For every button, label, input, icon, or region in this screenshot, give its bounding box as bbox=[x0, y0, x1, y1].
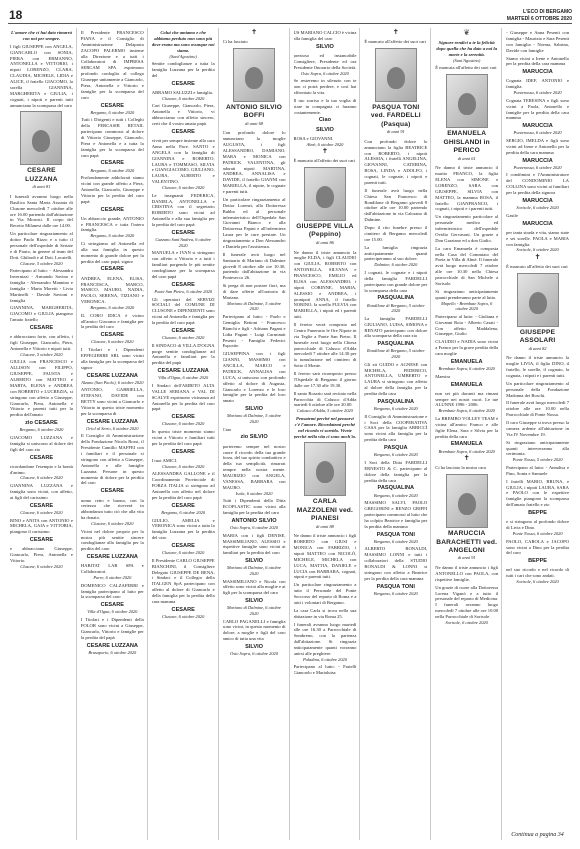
notice-text: Il caro Giuseppe si trova presso la camera ardente all'abitazione in Via IV Novembre 19. bbox=[506, 420, 569, 437]
deceased-first-name: CESARE LUZZANA bbox=[157, 368, 209, 375]
notice-text: Ci ha lasciato bbox=[222, 38, 248, 44]
deceased-name: GIUSEPPE VILLA (Peppino) bbox=[296, 223, 354, 239]
notice-text: e si stringono al profondo dolore di Livia e Dino. bbox=[506, 519, 569, 531]
deceased-first-name: EMANUELA bbox=[450, 381, 483, 388]
deceased-first-name: CESARE bbox=[171, 448, 195, 455]
place-date: Villa d'Ogna, 6 ottobre 2020 bbox=[158, 375, 209, 381]
notice-text: CLAUDIO e NADIA sono vicini a Franco per la grave perdita della cara moglie bbox=[435, 339, 499, 357]
notice-text: I Titolari e i Dipendenti della FOLOR sono vicini a Giuseppe, Giancarlo, Vittorio e famiglie per la perdita del papà bbox=[80, 617, 144, 640]
place-date: Dalmine, 6 ottobre 2020 bbox=[374, 262, 418, 268]
deceased-first-name: PASQUALINA bbox=[377, 295, 415, 302]
place-date: Clusone, 6 ottobre 2020 bbox=[20, 509, 63, 515]
place-date: Clusone, 6 ottobre 2020 bbox=[162, 613, 205, 619]
place-date: Clusone, 6 ottobre 2020 bbox=[162, 95, 205, 101]
deceased-age: di anni 81 bbox=[32, 184, 51, 190]
portrait-silhouette bbox=[316, 461, 334, 483]
notice-text: Ciao bbox=[222, 426, 232, 432]
deceased-first-name: CESARE bbox=[171, 502, 195, 509]
deceased-first-name: CESARE bbox=[100, 602, 124, 609]
portrait-photo bbox=[375, 48, 417, 102]
place-date: Bergamo, 6 ottobre 2020 bbox=[19, 427, 64, 433]
deceased-first-name: CESARE bbox=[100, 332, 124, 339]
notice-text: È mancata all'affetto dei suoi cari bbox=[435, 65, 497, 71]
memorial-quote: Signore rendici a te la felicità dopo quella che ha dato a noi la morte e la serenità. bbox=[436, 40, 497, 57]
obituary-column bbox=[506, 28, 572, 840]
notice-text: I figli GIUSEPPE con ANGELA, GIANCARLO con SONIA, PIERA con ERMANNO, ANTONELLA e VITTORIO, i nipoti LORENZO, CLARA, CLAUDIA, MICHELE, LIDIA e ALICE, il fratello GIACOMO, la sorella GIANNINA, MARGHERITA e GIULIA, i cognati, i nipoti e parenti tutti annunciano la scomparsa del caro bbox=[10, 43, 73, 108]
notice-text: I funerali avranno luogo martedì alle ore 16.30 a Parrocchiale di Sombreno, con la partenza dall'abitazione. Si ringrazia anticipatamente quanti vorranno unirsi alle preghiere. bbox=[293, 621, 357, 656]
deceased-age: di anni 91 bbox=[386, 129, 405, 135]
place-date: Ponte San Pietro, 6 ottobre 2020 bbox=[154, 288, 213, 294]
notice-text: per tanta strada e vita, siamo state e sei sorelle. PAOLA e MARIA con famiglia. bbox=[506, 229, 569, 247]
place-date: Clusone, 5 ottobre 2020 bbox=[20, 260, 63, 266]
notice-text: MASSIMILIANO e Nicola con affetto sono vicini alla moglie e ai figli per la scomparsa del caro bbox=[222, 578, 286, 596]
notice-text: Ci ha lasciato la nostra cara bbox=[435, 465, 486, 471]
notice-text: I fratelli MARIO, BRUNA, e GIULIA, i nipoti LAURA, SARA e PAOLO con le rispettive famiglie piangono la scomparsa dell'amato fratello e zio bbox=[506, 478, 569, 508]
cross-icon: ✝ bbox=[251, 28, 257, 36]
portrait-silhouette bbox=[32, 130, 50, 152]
notice-text: Ne danno il triste annuncio i figli ANTONELLO con PAOLA, con rispettive famiglie. bbox=[435, 565, 499, 582]
notice-text: I Titolari e i Dipendenti EFFEGIERRE SRL sono vicini alla famiglia per la scomparsa del signor bbox=[80, 347, 144, 370]
flower-icon: ❦ bbox=[463, 28, 471, 37]
notice-text: È mancato all'affetto dei suoi cari bbox=[293, 158, 356, 164]
notice-text: Ne danno il triste annuncio il marito FRANCO, la figlia ELENA con SIMONE e LORENZO, SARA con GIUSEPPE, SILVIA con MATTEO, la mamma ROSA, il fratello GIANFRANCO, i cognati, i nipoti e i parenti tutti. bbox=[435, 165, 499, 212]
place-date: Clusone, 6 ottobre 2020 bbox=[91, 521, 134, 526]
notice-text: ANDREA, ELENA, ELISA, FRANCESCA, MARCO, MARCO, MAURO, NADIA, PAOLO, SERENA, TIZIANO e VERONICA. bbox=[80, 275, 144, 305]
notice-text: CARLO PAGANELLI e famiglia sono vicini, in questo momento di dolore, a moglie e figli del caro amico di tutta una vita bbox=[222, 618, 286, 642]
notice-text: Tutti i Dirigenti e tutti i Colleghi della FERCASIR RETAIL partecipano commossi al dolore di Vittorio Giuseppe, Giancarlo, Piera e Antonella e a tutta la famiglia per la scomparsa del caro papà bbox=[80, 117, 144, 158]
notice-text: Cognata IDEF, ANTONIO e famiglia. bbox=[506, 78, 569, 90]
notice-text: Cognata TERESINA e figli sono vicini a Paola, Antonello e famiglie per la perdita della cara mamma bbox=[506, 97, 569, 121]
portrait-silhouette bbox=[245, 67, 263, 89]
deceased-first-name: CESARE LUZZANA bbox=[86, 418, 138, 425]
place-date: Clusone, 6 ottobre 2020 bbox=[91, 339, 134, 345]
deceased-first-name: EMANUELA bbox=[450, 358, 483, 365]
notice-text: GIUSEPPINA con i figli GIANNI, MASSIMO con ANCILLA, MARCO e PATRICK, ANNALISA con LUCA, si uniscono con profondo affetto al dolore di Augusta, Giancarlo e Lorenzo e le loro famiglie per la perdita del loro amato bbox=[222, 351, 286, 404]
cross-icon: ✝ bbox=[392, 28, 399, 36]
continued-note: Continua a pagina 34 bbox=[511, 832, 564, 839]
notice-text: È mancato all'affetto dei suoi cari bbox=[506, 263, 568, 269]
notice-text: Le insegnanti FEDERICA, DANIELA, ANTONELLA e CRISTINA con il segretario ROBERTO sono vicini ad Antonella e alla sua famiglia per la perdita del caro papà bbox=[151, 192, 215, 228]
deceased-first-name: MARUCCIA bbox=[522, 123, 553, 130]
obituary-column bbox=[223, 28, 290, 840]
deceased-age: di anni 88 bbox=[316, 523, 334, 529]
memorial-quote: Colui che amiamo e che abbiamo perduto non sono più dove erano ma sono ovunque noi siamo. bbox=[151, 30, 215, 53]
publication-name: L'ECO DI BERGAMO bbox=[523, 9, 572, 15]
publication-date: MARTEDÌ 6 OTTOBRE 2020 bbox=[506, 15, 572, 22]
place-date: Clusone, 6 ottobre 2020 bbox=[162, 335, 205, 341]
notice-text: Il Presidente CARLO GIUSEPPE BIANCHINI, il Consigliere Delegato GIUSEPPE DE BENA, i Sindaci e il Collegio della ITALGEN SpA partecipano con affetto al dolore di Giancarlo e della famiglia per la perdita della cara mamma bbox=[151, 557, 215, 604]
place-date: Bergamo, 6 ottobre 2020 bbox=[373, 406, 418, 412]
deceased-first-name: PASQUALINA bbox=[377, 341, 415, 348]
place-date: Calusco d'Adda, 5 ottobre 2020 bbox=[297, 408, 353, 414]
notice-text: In questo triste momento siamo vicini a Vittorio e familiari tutti per la perdita del caro papà bbox=[151, 429, 215, 446]
notice-text: Profondamente addolorati siamo vicini con grande affetto a Piera, Antonella, Giancarlo, Giuseppe e Vittorio per la perdita del caro papà bbox=[80, 175, 144, 204]
deceased-first-name: MARUCCIA bbox=[522, 69, 553, 76]
memorial-quote: Pensatemi perché nel pensarvi c'è l'amore. Ricordatemi perché nel ricordo vi sorrido. Vivete perché nella vita ci sono anch'io. bbox=[293, 415, 357, 439]
notice-text: MARIA con i figli DENISE, MASSIMILIANO, ALESSIO e rispettive famiglie sono vicini ai familiari per la perdita del caro bbox=[222, 532, 286, 556]
place-date: Brembate Sopra, 6 ottobre 2020 bbox=[438, 448, 495, 454]
notice-text: Vicini nel dolore proprio per la nostra più sentite sincere condoglianze alla famiglia per la perdita del caro bbox=[80, 528, 144, 552]
deceased-first-name: CESARE LUZZANA bbox=[86, 642, 138, 649]
notice-text: La cara Emanuela è composta nella Casa del Commiato del Poeta in Villa di Almè. Il funerale avrà luogo mercoledì 7 ottobre alle ore 10.30 nella Chiesa parrocchiale di San Michele a Sorisole. bbox=[435, 245, 499, 286]
portrait-photo bbox=[233, 48, 275, 102]
portrait-photo bbox=[20, 111, 62, 165]
obituary-column bbox=[81, 28, 148, 840]
notice-text: Cari Giuseppe, Giancarlo, Piera, Antonella e Vittorio, vi abbracciamo con affetto sincero, certi che il vostro amato papà bbox=[151, 103, 215, 127]
place-date: Almè, 6 ottobre 2020 bbox=[306, 141, 344, 147]
place-date: Ponte Nossa, 6 ottobre 2020 bbox=[512, 531, 563, 537]
deceased-first-name: MARUCCIA bbox=[522, 220, 553, 227]
notice-text: porteremo sempre nel nostro cuore il ricordo della tua grande forza, del tuo spirito combattivo e della tua semplicità, rimarrai sempre nella nostra mente. MAURIZIO con ANGELA, VANESSA, BARBARA con MAURO. bbox=[222, 443, 286, 490]
place-date: Sorisole, 6 ottobre 2020 bbox=[516, 579, 559, 585]
place-date: Rondilone di Bergamo, 5 ottobre 2020 bbox=[367, 302, 425, 314]
place-date: Osio Sopra, 6 ottobre 2020 bbox=[230, 651, 278, 657]
deceased-first-name: BEPPE bbox=[528, 510, 548, 517]
notice-text: ricordandone l'esempio e la bontà d'animo. bbox=[10, 463, 73, 475]
deceased-name: GIUSEPPE ASSOLARI bbox=[519, 328, 556, 345]
portrait-photo bbox=[446, 474, 488, 528]
place-date: Osio Sopra, 6 ottobre 2020 bbox=[230, 525, 278, 531]
deceased-first-name: SILVIO bbox=[245, 598, 264, 605]
notice-text: Il Consiglio di Amministrazione e i Soci della COOPERATIVA CASA per la famiglia ABBICCÌ sono vicini alla famiglia per la perdita della cara bbox=[364, 413, 428, 443]
deceased-first-name: PASQUALINA bbox=[377, 485, 415, 492]
notice-text: La BREMBO VOLLEY TEAM è vicina all'amico Franco e alle figlie Elena, Sara e Silvia per la perdita della cara bbox=[435, 415, 499, 439]
place-date: Clusone, 6 ottobre 2020 bbox=[20, 475, 63, 481]
place-date: Rondilone di Bergamo, 5 ottobre 2020 bbox=[367, 348, 425, 360]
notice-text: I condòmini e l'Amministratore del CONDOMINIO LA COLLINA sono vicini ai familiari per la perdita della signora bbox=[506, 172, 569, 196]
notice-text: Con profondo dolore lo annunciano la moglie AUGUSTA, i figli ALESSANDRO, DAMIANO, MARA e MONICA con PATRICK VALENTINA, gli adorati nipoti MARTINA, ANDREA, ANNALISA e DAVIDE, il fratello GIANNI con MARIELLA, il nipote, le cognate e parenti tutti. bbox=[222, 130, 286, 195]
obituary-column bbox=[364, 28, 431, 840]
deceased-first-name: CESARE bbox=[171, 606, 195, 613]
notice-text: prezioso ed instancabile Consigliere, Presidente ed ora Presidente Onorario della Società. bbox=[293, 52, 357, 70]
deceased-first-name: CESARE bbox=[29, 325, 54, 331]
notice-text: Partecipano al lutto: - Fratelli Giancarlo e Marialuisa bbox=[293, 664, 357, 676]
place-date: Brembate Sopra, 6 ottobre 2020 bbox=[438, 366, 495, 372]
notice-text: Un particolare ringraziamento a tutto il Personale del Ponte Soccorso del reparto di Roma e a tutti i volontari di Bergamo. bbox=[293, 582, 357, 605]
deceased-first-name: zio CESARE bbox=[25, 420, 58, 427]
notice-text: Un abbraccio grande, ANTONIO e FRANCESCA e tutta l'intera famiglia. bbox=[80, 215, 144, 233]
notice-text: non sei più davanti ma rimani sempre nei nostri cuori. Le tue ALUNNE 1996 - 2006. bbox=[435, 390, 499, 408]
notice-text: Sentite condoglianze a tutta la famiglia Luzzana per la perdita del bbox=[151, 61, 215, 78]
notice-text: I cognati, le cognate e i nipoti della famiglia FARDELLI partecipano con grande dolore per la scomparsa della cara bbox=[364, 269, 428, 293]
notice-text: - Giuseppe e Anna Pesenti con famiglia - Maurizio e Sara Pesenti con famiglia - Norma, Sabrina, Davide con famiglie bbox=[506, 30, 570, 53]
place-date: Bergamo, 6 ottobre 2020 bbox=[90, 233, 135, 239]
notice-text: GIULIA con FRANCESCO e ALLISON con FILIPPO, GIUSEPPE, FAUSTA e ALBERTO con MATTEO e MARTA, ELENA e ANDREA con ROBERTO e LUCREZIA, si stringono con affetto a Giuseppe, Giancarlo, Piera, Antonella e Vittorio e parenti tutti per la perdita dell'amato bbox=[10, 359, 73, 418]
place-date: (Sant'Agostino) bbox=[453, 57, 481, 63]
portrait-photo bbox=[304, 442, 346, 496]
notice-text: Un ringraziamento particolare al personale medico ed infermieristico dell'ospedale Ovidio Gervasoni. Un grazie a Don Graziano ed a don Giulio. bbox=[435, 214, 499, 243]
notice-text: È mancato all'affetto dei suoi cari bbox=[364, 38, 426, 44]
deceased-age: di anni 86 bbox=[316, 239, 334, 245]
portrait-silhouette bbox=[529, 292, 547, 314]
place-date: Mariano di Dalmine, 5 ottobre 2020 bbox=[227, 413, 282, 424]
notice-text: Il tuo sorriso e la tua voglia di stare in compagnia ci faranno costantemente. bbox=[293, 97, 357, 115]
place-date: Mariano di Dalmine, 6 ottobre 2020 bbox=[227, 565, 282, 576]
obituary-column bbox=[152, 28, 219, 840]
notice-text: Si ringraziano anticipatamente quanti interverranno alla cerimonia. bbox=[506, 439, 569, 457]
deceased-first-name: zio SILVIO bbox=[240, 434, 268, 441]
page-header bbox=[8, 8, 572, 24]
notice-text: GIANNINA LUZZANA e famiglia sono vicini, con affetto, ai figli del carissimo bbox=[10, 483, 73, 500]
deceased-first-name: PASQUA bbox=[384, 445, 408, 452]
place-date: Mariano di Dalmine, 5 ottobre 2020 bbox=[227, 300, 282, 312]
notice-text: US MARIANO CALCIO è vicina alla famiglia del caro bbox=[293, 30, 357, 41]
deceased-first-name: MARUCCIA bbox=[522, 197, 553, 204]
notice-text: Il funerale avrà luogo nel Santuario di Mariano di Dalmine giovedì 8 ottobre alle ore 10.30, partendo dall'abitazione in via Pontesecco 26. bbox=[222, 251, 286, 281]
notice-text: ABRAMO SALUZZI e famiglia. bbox=[151, 89, 213, 95]
portrait-photo bbox=[446, 74, 488, 128]
notice-text: La famiglia FARDELLI GIULIANO, LUISA, SIMONA e RENATO partecipano con dolore alla scomparsa della cara zia bbox=[364, 315, 428, 339]
notice-text: I Soci della Ditta FARDELLI ERNESTO & C. partecipano al dolore della famiglia per la perdita della cara bbox=[364, 459, 428, 483]
notice-text: I Sindaci dell'AMBITO ALTA VALLE SERIANA e VAL DI SCALVE esprimono vicinanza ad Antonella per la perdita del caro papà bbox=[151, 382, 215, 412]
cross-icon: ✝ bbox=[534, 253, 541, 262]
notice-text: GIANNINA, MARGHERITA, GIACOMO e GIULIA piangono l'amato fratello bbox=[10, 305, 73, 323]
notice-text: Gli zii GUIDO e AGNESE con MICHELA, FEDERICO, ANTONELLA, UMBERTO e LAURA si stringono con affetto al dolore della famiglia per la perdita della cara bbox=[364, 361, 428, 397]
deceased-first-name: BEPPE bbox=[528, 558, 548, 565]
notice-text: GIULIO, AMELIA e VERONICA sono vicini a tutta la famiglia Luzzana per la perdita del caro bbox=[151, 517, 215, 541]
deceased-first-name: CESARE bbox=[171, 229, 195, 236]
obituary-column bbox=[294, 28, 361, 840]
notice-text: Ne danno il triste annuncio i figli ROBERTO con GIUSI e MONICA con FABRIZIO, i nipoti MATTEO con NICOLÒ, MICHELE, MICHELA con LUCA, MATTIA, DANIELE e LUCIA con BARBARA, cognati, nipoti e parenti tutti. bbox=[293, 533, 357, 580]
deceased-name: CESARE LUZZANA bbox=[25, 167, 58, 183]
place-date: Bergamo, 6 ottobre 2020 bbox=[90, 109, 135, 115]
place-date: Pontenossa, 6 ottobre 2020 bbox=[513, 164, 562, 170]
notice-text: Maestra bbox=[435, 373, 451, 379]
place-date: Pontenossa, 6 ottobre 2020 bbox=[513, 90, 562, 96]
deceased-first-name: CESARE bbox=[100, 160, 124, 167]
place-date: Paladina, 6 ottobre 2020 bbox=[302, 656, 347, 662]
notice-text: Il santo Rosario sarà recitato nella Parrocchia di Calusco d'Adda martedì 6 ottobre alle ore 20.00. bbox=[293, 390, 357, 408]
notice-text: ALESSANDRA GALLONE e il Coordinamento Provinciale di FORZA ITALIA si stringono ad Antonella con affetto nel dolore per la perdita del caro papà bbox=[151, 471, 215, 500]
place-date: Sorisole, 6 ottobre 2020 bbox=[516, 205, 559, 211]
portrait-silhouette bbox=[458, 493, 476, 515]
place-date: Bergamo, 6 ottobre 2020 bbox=[373, 590, 418, 596]
place-date: Sorisole, 6 ottobre 2020 bbox=[445, 619, 488, 625]
memorial-quote: L'amore che ci hai dato rimarrà con noi per sempre. bbox=[11, 30, 72, 41]
portrait-silhouette bbox=[316, 186, 334, 208]
notice-text: MASSIMO SALVI, PAOLO GREGORINI e RENZO GRIFFI partecipano commossi al lutto che ha colpito Beatrice e famiglia per la perdita della mamma bbox=[364, 500, 428, 529]
notice-text: Il feretro verrà composto nel Centro Funerario le Ore Nipote in via Teglie a Ponte San Pietro. Il funerale avrà luogo nella Chiesa parrocchiale di Calusco d'Adda mercoledì 7 ottobre alle 14.30 per la tumulazione nel cimitero di Sotto il Monte. bbox=[293, 322, 357, 369]
deceased-name: ANTONIO SILVIO BOFFI bbox=[226, 103, 283, 120]
notice-text: Partecipano al lutto: - Paolo e Gemiglia Bettoni - Francesco Bianchi e figli - Adriano Pagani e Lidia Pagani - Luigi Carminati Pesenti - Famiglia Federici Esposito bbox=[222, 314, 286, 349]
deceased-first-name: PASQUA TONI bbox=[376, 583, 415, 590]
place-date: Sorisole, 6 ottobre 2020 bbox=[516, 247, 559, 253]
deceased-first-name: SILVIO bbox=[315, 126, 334, 133]
place-date: Parre, 6 ottobre 2020 bbox=[93, 575, 132, 581]
deceased-first-name: CESARE bbox=[29, 454, 54, 461]
notice-text: La famiglia ringrazia anticipatamente quanti parteciperanno al suo dolore. bbox=[364, 244, 428, 262]
notice-text: I funerali avranno luogo nella Basilica Santa Maria Assunta di Clusone mercoledì 7 ottobre alle ore 16.00 partendo dall'abitazione in Via Morosti. Il corpo del Recetto Milanesi dalle ore 14.00. bbox=[10, 193, 73, 229]
notice-text: Un particolare ringraziamento al dottor Paolo Rizzo e a tutto il personale dell'ospedale di Seriate e di Piario, in genere al team del Dott. Ghilardi e al Dott. Locatelli. bbox=[10, 231, 73, 260]
notice-text: Ne danno il triste annuncio la moglie ELDA, i figli CLAUDIO con GIULIA, ROBERTO con ANTONELLA, SILVANA e FRANCESCO, EMILIO ed ELISA con ALESSANDRO, i nipoti CORINNE, MARIA, ALESSIO e ANDREA, i pronipoti ANNA, il fratello NORINO, la sorella FULVIA con MARIELLA, i nipoti ed i parenti tutti. bbox=[293, 249, 357, 320]
deceased-age: di anni 61 bbox=[457, 155, 476, 161]
notice-text: Un grazie di cuore alla Dottoressa Lorena Viganò e a tutto il personale del reparto di Medicina. I funerali avranno luogo mercoledì 7 ottobre alle ore 10.00 nella Parrocchiale di Sorisole. bbox=[435, 584, 499, 620]
notice-text: SERGIO, IMELDA e figli sono vicini ad Irene e Antonello per la perdita della cara mamma bbox=[506, 138, 569, 155]
place-date: Bergamo, 6 ottobre 2020 bbox=[161, 509, 206, 515]
place-date: (Sant'Agostino) bbox=[169, 53, 197, 59]
deceased-name: CARLA MAZZOLENI ved. PIANESI bbox=[296, 498, 354, 523]
place-date: Bergamo, 6 ottobre 2020 bbox=[90, 305, 135, 310]
notice-text: Si prega di non portare fiori, ma di dare offerte all'oratorio di Mariano. bbox=[222, 283, 286, 300]
place-date: Bergamo, 6 ottobre 2020 bbox=[373, 538, 418, 544]
notice-text: Siamo vicini a Irene e Antonello per la perdita della cara mamma bbox=[506, 55, 569, 67]
notice-text: ALBERTO RONALDI, MASSIMO LONNI e tutti i collaboratori della STUDIO RONALDI & LONNI si stringono con affetto a Beatrice per la perdita della cara mamma bbox=[364, 546, 428, 581]
notice-text: Partecipano al lutto: - Annalisa e Pino, Sonia e Samuele bbox=[506, 464, 569, 476]
deceased-first-name: PASQUA TONI bbox=[376, 531, 415, 538]
portrait-photo bbox=[517, 273, 559, 327]
deceased-age: di anni 82 bbox=[528, 345, 547, 351]
notice-text: Dopo il rito funebre presso il cimitero di Bergamo mercoledì ore 15.00. bbox=[364, 225, 428, 242]
notice-text: Tutti i Dipendenti della Ditta ECOPLASTIC sono vicini alla famiglia per la perdita del caro bbox=[222, 498, 286, 516]
place-date: Bergamo, 6 ottobre 2020 bbox=[373, 452, 418, 458]
deceased-first-name: CESARE bbox=[171, 281, 195, 288]
notice-text: Il funerale avrà luogo mercoledì 7 ottobre alle ore 10.00 nella Parrocchiale di Ponte Nossa. bbox=[506, 400, 569, 418]
notice-text: Ci stringiamo ad Antonella ed alla sua famiglia in questo momento di grande dolore per la perdita del caro papà, signor bbox=[80, 240, 144, 264]
place-date: Oriol al Serio, 6 ottobre 2020 bbox=[86, 425, 139, 431]
notice-text: vivrà per sempre insieme alla cara Anna nella Pace. SANTO e ANGELA con la famiglia di GIANNINA e ROBERTO, LAURA e TOMMASO, SILVIA e GIANGIACOMO, GIULIANO, LAURA, ALBERTO e VALENTINO. bbox=[151, 138, 215, 185]
place-date: Clusone, 6 ottobre 2020 bbox=[20, 563, 63, 569]
deceased-age: di anni 68 bbox=[245, 120, 263, 126]
place-date: Cazzano Sant'Andrea, 6 ottobre 2020 bbox=[155, 237, 212, 248]
deceased-first-name: CESARE bbox=[100, 266, 124, 273]
place-date: Mapello - Brembate Sopra, 6 ottobre 2020 bbox=[441, 300, 493, 312]
deceased-first-name: Ciao bbox=[318, 117, 331, 124]
deceased-first-name: CESARE bbox=[100, 102, 124, 109]
deceased-first-name: CESARE bbox=[171, 327, 195, 334]
deceased-first-name: PASQUALINA bbox=[377, 398, 415, 405]
notice-text: DOMENICO CALZAFERRI e famiglia partecipano al lutto per la scomparsa del caro bbox=[80, 582, 144, 600]
deceased-first-name: MARUCCIA bbox=[522, 157, 553, 164]
notice-text: e abbracciano Giuseppe, Giancarlo, Piera, Antonella e Vittorio. bbox=[10, 546, 73, 564]
place-date: Osio Sopra, 6 ottobre 2020 bbox=[301, 70, 349, 76]
notice-text: La cara Carla si trova nella sua abitazione in via Roma 25. bbox=[293, 607, 357, 619]
deceased-first-name: CESARE bbox=[100, 206, 124, 213]
deceased-first-name: CESARE bbox=[100, 488, 124, 495]
place-date: Brusaporto, 6 ottobre 2020 bbox=[88, 649, 137, 655]
deceased-first-name: SILVIO bbox=[245, 558, 264, 565]
notice-text: Il Presidente FRANCESCO PIANA e il Consiglio di Amministrazione Delapasta ZACOPO PALERMO insieme alla Direzione e a tutti i Collaboratori di IMPRESA SERCAM SPA esprimono profondo cordoglio al collega Giuseppe unitamente a Giancarlo, Piera, Antonella e Vittorio e famiglie per la scomparsa del caro bbox=[80, 30, 144, 100]
obituary-columns bbox=[10, 28, 572, 840]
notice-text: I tuoi AMICI. bbox=[151, 457, 178, 463]
place-date: Mariano di Dalmine, 6 ottobre 2020 bbox=[227, 605, 282, 616]
deceased-first-name: CESARE bbox=[171, 414, 195, 421]
place-date: Isola, 6 ottobre 2020 bbox=[235, 490, 273, 496]
notice-text: nel suo ricordo e nel ricordo di tutti i cari che sono andati. bbox=[506, 567, 569, 579]
deceased-first-name: CESARE LUZZANA bbox=[86, 372, 138, 379]
notice-text: Partecipano al lutto: - Giuliana e Giovanni Rota - Alberto Casati - Con affetto Maddalena, Giuseppe, Giulio bbox=[435, 313, 499, 337]
notice-text: Partecipano al lutto: - Alessandra Invernizzi - Armando Savino e famiglia - Alessandro Mannino e famiglia - Marta Moretti - Livia Martinelli - Davide Savioni e famiglia bbox=[10, 268, 73, 303]
place-date: Clusone, 6 ottobre 2020 bbox=[162, 421, 205, 427]
deceased-name: EMANUELA GHISLANDI in PERICO bbox=[443, 130, 490, 155]
deceased-first-name: CESARE bbox=[171, 80, 195, 87]
place-date: Clusone, 5 ottobre 2020 bbox=[20, 351, 63, 357]
place-date: Ponte Nossa, 5 ottobre 2020 bbox=[512, 457, 563, 463]
notice-text: Un particolare ringraziamento al Dottor Lorenzi, alla Dottoressa Bubba ed al personale infermieristico dell'Ospedale San Giovanni Bianco e alla Dottoressa Papini e all'infermiera Laura per le cure prestate. Un ringraziamento a Don Alessandro e Daniela per l'assistenza. bbox=[222, 196, 286, 249]
page-number: 18 bbox=[9, 8, 23, 22]
deceased-first-name: CESARE bbox=[29, 537, 54, 544]
notice-text: Se resteremo in silenzio con te non ci potrà perdere, e così hai affrontato la vita. bbox=[293, 78, 357, 95]
notice-text: GIACOMO LUZZANA e famiglia si uniscono al dolore dei figli del caro zio bbox=[10, 434, 73, 452]
notice-text: HABITAT LAB SPA e Collaboratori. bbox=[80, 563, 144, 575]
place-date: Bergamo, 6 ottobre 2020 bbox=[90, 167, 135, 173]
notice-text: Si ringraziano anticipatamente quanti prenderanno parte al lutto. bbox=[435, 288, 499, 300]
notice-text: ROSA e GIOVANNI. bbox=[293, 135, 334, 141]
deceased-first-name: CESARE bbox=[29, 502, 54, 509]
portrait-photo bbox=[304, 167, 346, 221]
notice-text: RINO e ANITA con ANTONIO e MICHELA, GAIA e VITTORIA, piangono il carissimo bbox=[10, 517, 73, 535]
notice-text: IL CORO IDICA è vicino all'amico Giacomo e famiglia per la perdita del caro bbox=[80, 312, 144, 330]
notice-text: Il funerale avrà luogo nella Chiesa San Francesco di Rondilone di Bergamo giovedì 8 ottobre alle ore 10.00 partendo dall'abitazione in via Calorano di Dalmine. bbox=[364, 187, 428, 223]
place-date: Brembate Sopra, 6 ottobre 2020 bbox=[438, 408, 495, 414]
deceased-age: di anni 91 bbox=[457, 555, 476, 561]
deceased-first-name: SILVIO bbox=[245, 406, 264, 413]
place-date: Bergamo, 6 ottobre 2020 bbox=[373, 492, 418, 498]
deceased-first-name: CESARE bbox=[171, 543, 195, 550]
cross-icon: ✝ bbox=[322, 147, 328, 156]
notice-text: Il feretro sarà ricomposto presso l'Ospedale di Bergamo il giorno dalle ore 17.30 alle 19.30. bbox=[293, 371, 357, 388]
notice-text: Con profondo dolore lo annunciano la figlia BEATRICE con ROBERTO, i nipoti ALESSIA, i fratelli ANGELINA, GIOVANNI, CATERINA, ROSA, LINDA e ADOLFO, i cognati, le cognate, i nipoti e parenti tutti. bbox=[364, 138, 428, 185]
deceased-first-name: EMANUELA bbox=[450, 441, 483, 448]
deceased-first-name: SILVIO bbox=[315, 43, 334, 50]
place-date: Villa d'Ogna, 6 ottobre 2020 bbox=[87, 609, 138, 615]
deceased-first-name: CESARE bbox=[171, 128, 195, 135]
notice-text: uomo retto e buono, con la certezza che riceverà in abbondanza tutto ciò che alla vita ha donato. bbox=[80, 497, 144, 521]
notice-text: MANUELA e IVAN si stringono con affetto a Vittorio e a tutti i familiari porgendo le più sentite condoglianze per la scomparsa del caro papà bbox=[151, 250, 215, 279]
notice-text: Il SINDACO di VILLA D'OGNA porge sentite condoglianze ad Antonella e familiari per la perdita del papà bbox=[151, 342, 215, 366]
notice-text: Un particolare ringraziamento al personale della Fondazione Madonna dei Boschi. bbox=[506, 380, 569, 398]
portrait-silhouette bbox=[458, 93, 476, 115]
obituary-column bbox=[10, 28, 77, 840]
deceased-name: PASQUA TONI ved. FARDELLI (Pasqua) bbox=[370, 103, 421, 128]
notice-text: Ne danno il triste annuncio la moglie LIVIA, il figlio DINO, il fratello, le sorelle, il cognato, la cognata, i nipoti e i parenti tutti. bbox=[506, 355, 569, 378]
deceased-first-name: SILVIO bbox=[245, 644, 264, 651]
deceased-first-name: ANTONIO SILVIO bbox=[231, 517, 277, 524]
notice-text: e abbracciano forte, con affetto, i figli Giuseppe, Giancarlo, Piera, Antonella e Vittorio e nipoti tutti. bbox=[10, 334, 73, 351]
notice-text: Gli operatori del SERVIZI SOCIALI del COMUNE DI CLUSONE e DIPENDENTI sono vicini ad Antonella e famiglia per la perdita del caro papà bbox=[151, 296, 215, 325]
portrait-silhouette bbox=[387, 67, 405, 89]
notice-text: ANTONIO, GABRIELLA, STEFANO, DAVIDE con BETTY sono vicini a Giancarlo e Vittorio in questo triste momento per la scomparsa di bbox=[80, 387, 144, 416]
deceased-name: MARUCCIA BARACHETTI ved. ANGELONI bbox=[436, 530, 498, 554]
place-date: Clusone, 6 ottobre 2020 bbox=[162, 185, 205, 191]
notice-text: Il Consiglio di Amministrazione della Fondazione Nicola Rossi, il Presidente Camillo MAFFEI con i familiari e il personale si stringono con affetto a Giuseppe, Antonella e alle famiglie Luzzana. Persone in questo momento di dolore per la perdita del caro bbox=[80, 433, 144, 486]
place-date: Clusone, 6 ottobre 2020 bbox=[162, 550, 205, 556]
cross-icon: ✝ bbox=[463, 454, 470, 463]
notice-text: PAOLO, CAROLA e JACOPO sono vicini a Dino per la perdita del caro bbox=[506, 538, 569, 556]
obituary-column bbox=[435, 28, 502, 840]
place-date: Clusone, 6 ottobre 2020 bbox=[162, 463, 205, 469]
place-date: Alzano (San Paolo), 6 ottobre 2020 bbox=[81, 379, 144, 385]
deceased-first-name: CESARE LUZZANA bbox=[86, 554, 138, 561]
publication-info bbox=[507, 9, 572, 22]
notice-text: Gasile bbox=[506, 212, 518, 218]
place-date: Pontenossa, 6 ottobre 2020 bbox=[513, 130, 562, 136]
